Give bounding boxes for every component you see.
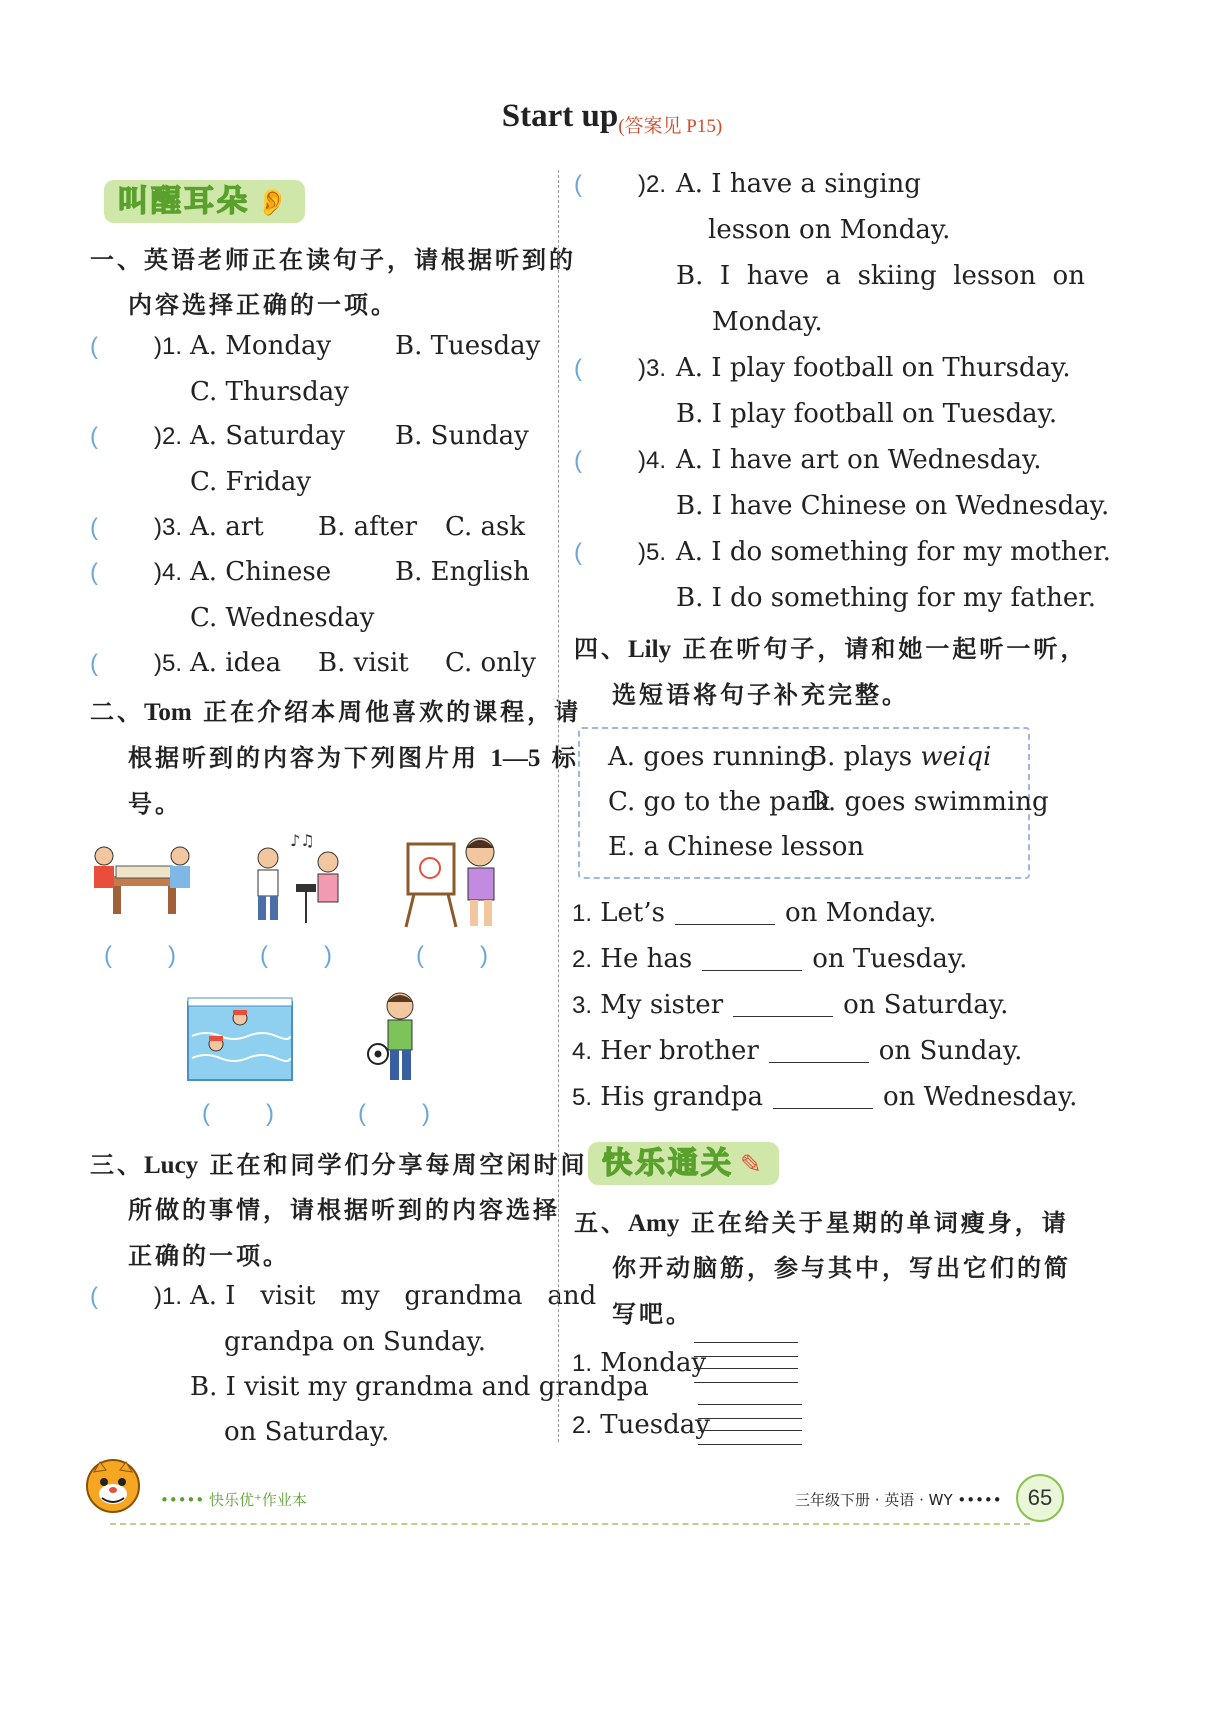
phrase-option-c: C. go to the park xyxy=(608,787,830,817)
option-b-cont: on Saturday. xyxy=(224,1417,390,1447)
picture-answer-paren-close: ) xyxy=(324,942,332,969)
question-number: )4. xyxy=(638,447,667,474)
question-number: )3. xyxy=(154,514,183,541)
option-a: A. art xyxy=(190,512,264,542)
option-a-cont: lesson on Monday. xyxy=(708,215,951,245)
question-number: )1. xyxy=(154,1283,183,1310)
banner-text: 叫醒耳朵 xyxy=(118,184,250,219)
option-c: C. Thursday xyxy=(190,377,349,407)
picture-answer-paren-open[interactable]: ( xyxy=(260,942,268,969)
abbrev-item: 1. Monday xyxy=(572,1348,707,1378)
section2-heading-line1: 二、Tom 正在介绍本周他喜欢的课程，请 xyxy=(90,698,582,726)
answer-paren-open[interactable]: ( xyxy=(90,559,98,586)
title-text: Start up xyxy=(501,98,619,134)
writing-line[interactable] xyxy=(698,1444,802,1445)
section5-heading-line1: 五、Amy 正在给关于星期的单词瘦身，请 xyxy=(574,1209,1069,1237)
answer-paren-open[interactable]: ( xyxy=(90,514,98,541)
question-number: )3. xyxy=(638,355,667,382)
section-banner-challenge xyxy=(588,1138,779,1182)
picture-answer-paren-close: ) xyxy=(480,942,488,969)
answer-paren-open[interactable]: ( xyxy=(90,650,98,677)
option-b: B. English xyxy=(395,557,530,587)
painting-girl-picture xyxy=(400,832,510,932)
section4-heading-line2: 选短语将句子补充完整。 xyxy=(612,681,909,709)
answer-blank[interactable] xyxy=(773,1088,873,1109)
section5-heading-line3: 写吧。 xyxy=(612,1300,693,1328)
fill-sentence: 2. He has on Tuesday. xyxy=(572,944,968,974)
option-a: A. idea xyxy=(190,648,282,678)
fill-sentence: 4. Her brother on Sunday. xyxy=(572,1036,1023,1066)
page-title xyxy=(0,98,1224,138)
writing-line[interactable] xyxy=(698,1430,802,1431)
footer-brand: ••••• 快乐优⁺作业本 xyxy=(160,1491,307,1509)
question-number: )5. xyxy=(154,650,183,677)
pencil-icon: ✎ xyxy=(740,1150,765,1180)
option-a: A. I have a singing xyxy=(676,169,921,199)
question-number: )4. xyxy=(154,559,183,586)
section-banner-listening xyxy=(104,176,305,220)
option-c: C. ask xyxy=(445,512,526,542)
answer-blank[interactable] xyxy=(702,950,802,971)
answer-paren-open[interactable]: ( xyxy=(90,423,98,450)
section2-heading-line3: 号。 xyxy=(128,790,182,818)
banner-text: 快乐通关 xyxy=(602,1146,734,1181)
question-number: )5. xyxy=(638,539,667,566)
picture-answer-paren-close: ) xyxy=(266,1100,274,1127)
picture-answer-paren-open[interactable]: ( xyxy=(416,942,424,969)
section3-heading-line2: 所做的事情，请根据听到的内容选择 xyxy=(128,1196,560,1224)
answer-paren-open[interactable]: ( xyxy=(90,333,98,360)
section2-heading-line2: 根据听到的内容为下列图片用 1—5 标 xyxy=(128,744,579,772)
section4-heading-line1: 四、Lily 正在听句子，请和她一起听一听， xyxy=(574,635,1088,663)
column-divider xyxy=(558,170,559,1442)
picture-answer-paren-close: ) xyxy=(168,942,176,969)
option-a: A. I do something for my mother. xyxy=(676,537,1111,567)
question-number: )1. xyxy=(154,333,183,360)
option-a: A. I visit my grandma and xyxy=(190,1281,597,1311)
fill-sentence: 5. His grandpa on Wednesday. xyxy=(572,1082,1078,1112)
option-c: C. Wednesday xyxy=(190,603,375,633)
writing-line[interactable] xyxy=(698,1418,802,1419)
writing-line[interactable] xyxy=(698,1404,802,1405)
option-a: A. Monday xyxy=(190,331,332,361)
section5-heading-line2: 你开动脑筋，参与其中，写出它们的简 xyxy=(612,1254,1071,1282)
option-b: B. Tuesday xyxy=(395,331,541,361)
option-b-cont: Monday. xyxy=(712,307,823,337)
phrase-option-d: D. goes swimming xyxy=(808,787,1049,817)
football-boy-picture xyxy=(366,990,422,1086)
phrase-option-a: A. goes running xyxy=(608,742,817,772)
option-b: B. I visit my grandma and grandpa xyxy=(190,1372,649,1402)
picture-answer-paren-close: ) xyxy=(422,1100,430,1127)
option-c: C. Friday xyxy=(190,467,312,497)
answer-blank[interactable] xyxy=(769,1042,869,1063)
writing-line[interactable] xyxy=(694,1382,798,1383)
answer-note: (答案见 P15) xyxy=(618,116,723,137)
singing-kids-picture xyxy=(240,828,350,928)
answer-paren-open[interactable]: ( xyxy=(574,171,582,198)
answer-paren-open[interactable]: ( xyxy=(574,539,582,566)
question-number: )2. xyxy=(638,171,667,198)
phrase-option-e: E. a Chinese lesson xyxy=(608,832,865,862)
option-b: B. after xyxy=(318,512,418,542)
page-number: 65 xyxy=(1016,1474,1064,1522)
option-b: B. I have a skiing lesson on xyxy=(676,261,1085,291)
answer-paren-open[interactable]: ( xyxy=(574,355,582,382)
section3-heading-line3: 正确的一项。 xyxy=(128,1242,290,1270)
abbrev-item: 2. Tuesday xyxy=(572,1410,710,1440)
option-a: A. I play football on Thursday. xyxy=(676,353,1071,383)
answer-blank[interactable] xyxy=(733,996,833,1017)
section3-heading-line1: 三、Lucy 正在和同学们分享每周空闲时间 xyxy=(90,1151,588,1179)
fill-sentence: 1. Let’s on Monday. xyxy=(572,898,937,928)
option-b: B. I play football on Tuesday. xyxy=(676,399,1058,429)
option-a: A. I have art on Wednesday. xyxy=(676,445,1042,475)
footer-book-info: 三年级下册 · 英语 · WY ••••• xyxy=(795,1491,1002,1509)
option-a: A. Chinese xyxy=(190,557,332,587)
question-number: )2. xyxy=(154,423,183,450)
fill-sentence: 3. My sister on Saturday. xyxy=(572,990,1009,1020)
tiger-mascot-icon xyxy=(80,1450,146,1516)
footer-divider xyxy=(110,1523,1030,1525)
option-b: B. I do something for my father. xyxy=(676,583,1097,613)
option-b: B. Sunday xyxy=(395,421,529,451)
picture-answer-paren-open[interactable]: ( xyxy=(104,942,112,969)
option-a: A. Saturday xyxy=(190,421,346,451)
answer-paren-open[interactable]: ( xyxy=(90,1283,98,1310)
ear-icon: 👂 xyxy=(256,188,292,218)
option-c: C. only xyxy=(445,648,536,678)
option-b: B. I have Chinese on Wednesday. xyxy=(676,491,1110,521)
answer-paren-open[interactable]: ( xyxy=(574,447,582,474)
writing-line[interactable] xyxy=(694,1356,798,1357)
svg-text:♪♫: ♪♫ xyxy=(290,831,315,850)
swimming-pool-picture xyxy=(186,996,294,1082)
section1-heading-line1: 一、英语老师正在读句子，请根据听到的 xyxy=(90,246,576,274)
picture-answer-paren-open[interactable]: ( xyxy=(358,1100,366,1127)
section1-heading-line2: 内容选择正确的一项。 xyxy=(128,291,398,319)
writing-line[interactable] xyxy=(694,1368,798,1369)
option-a-cont: grandpa on Sunday. xyxy=(224,1327,486,1357)
chess-kids-picture xyxy=(88,838,198,923)
writing-line[interactable] xyxy=(694,1342,798,1343)
answer-blank[interactable] xyxy=(675,904,775,925)
picture-answer-paren-open[interactable]: ( xyxy=(202,1100,210,1127)
phrase-option-b: B. plays weiqi xyxy=(808,742,992,772)
option-b: B. visit xyxy=(318,648,409,678)
